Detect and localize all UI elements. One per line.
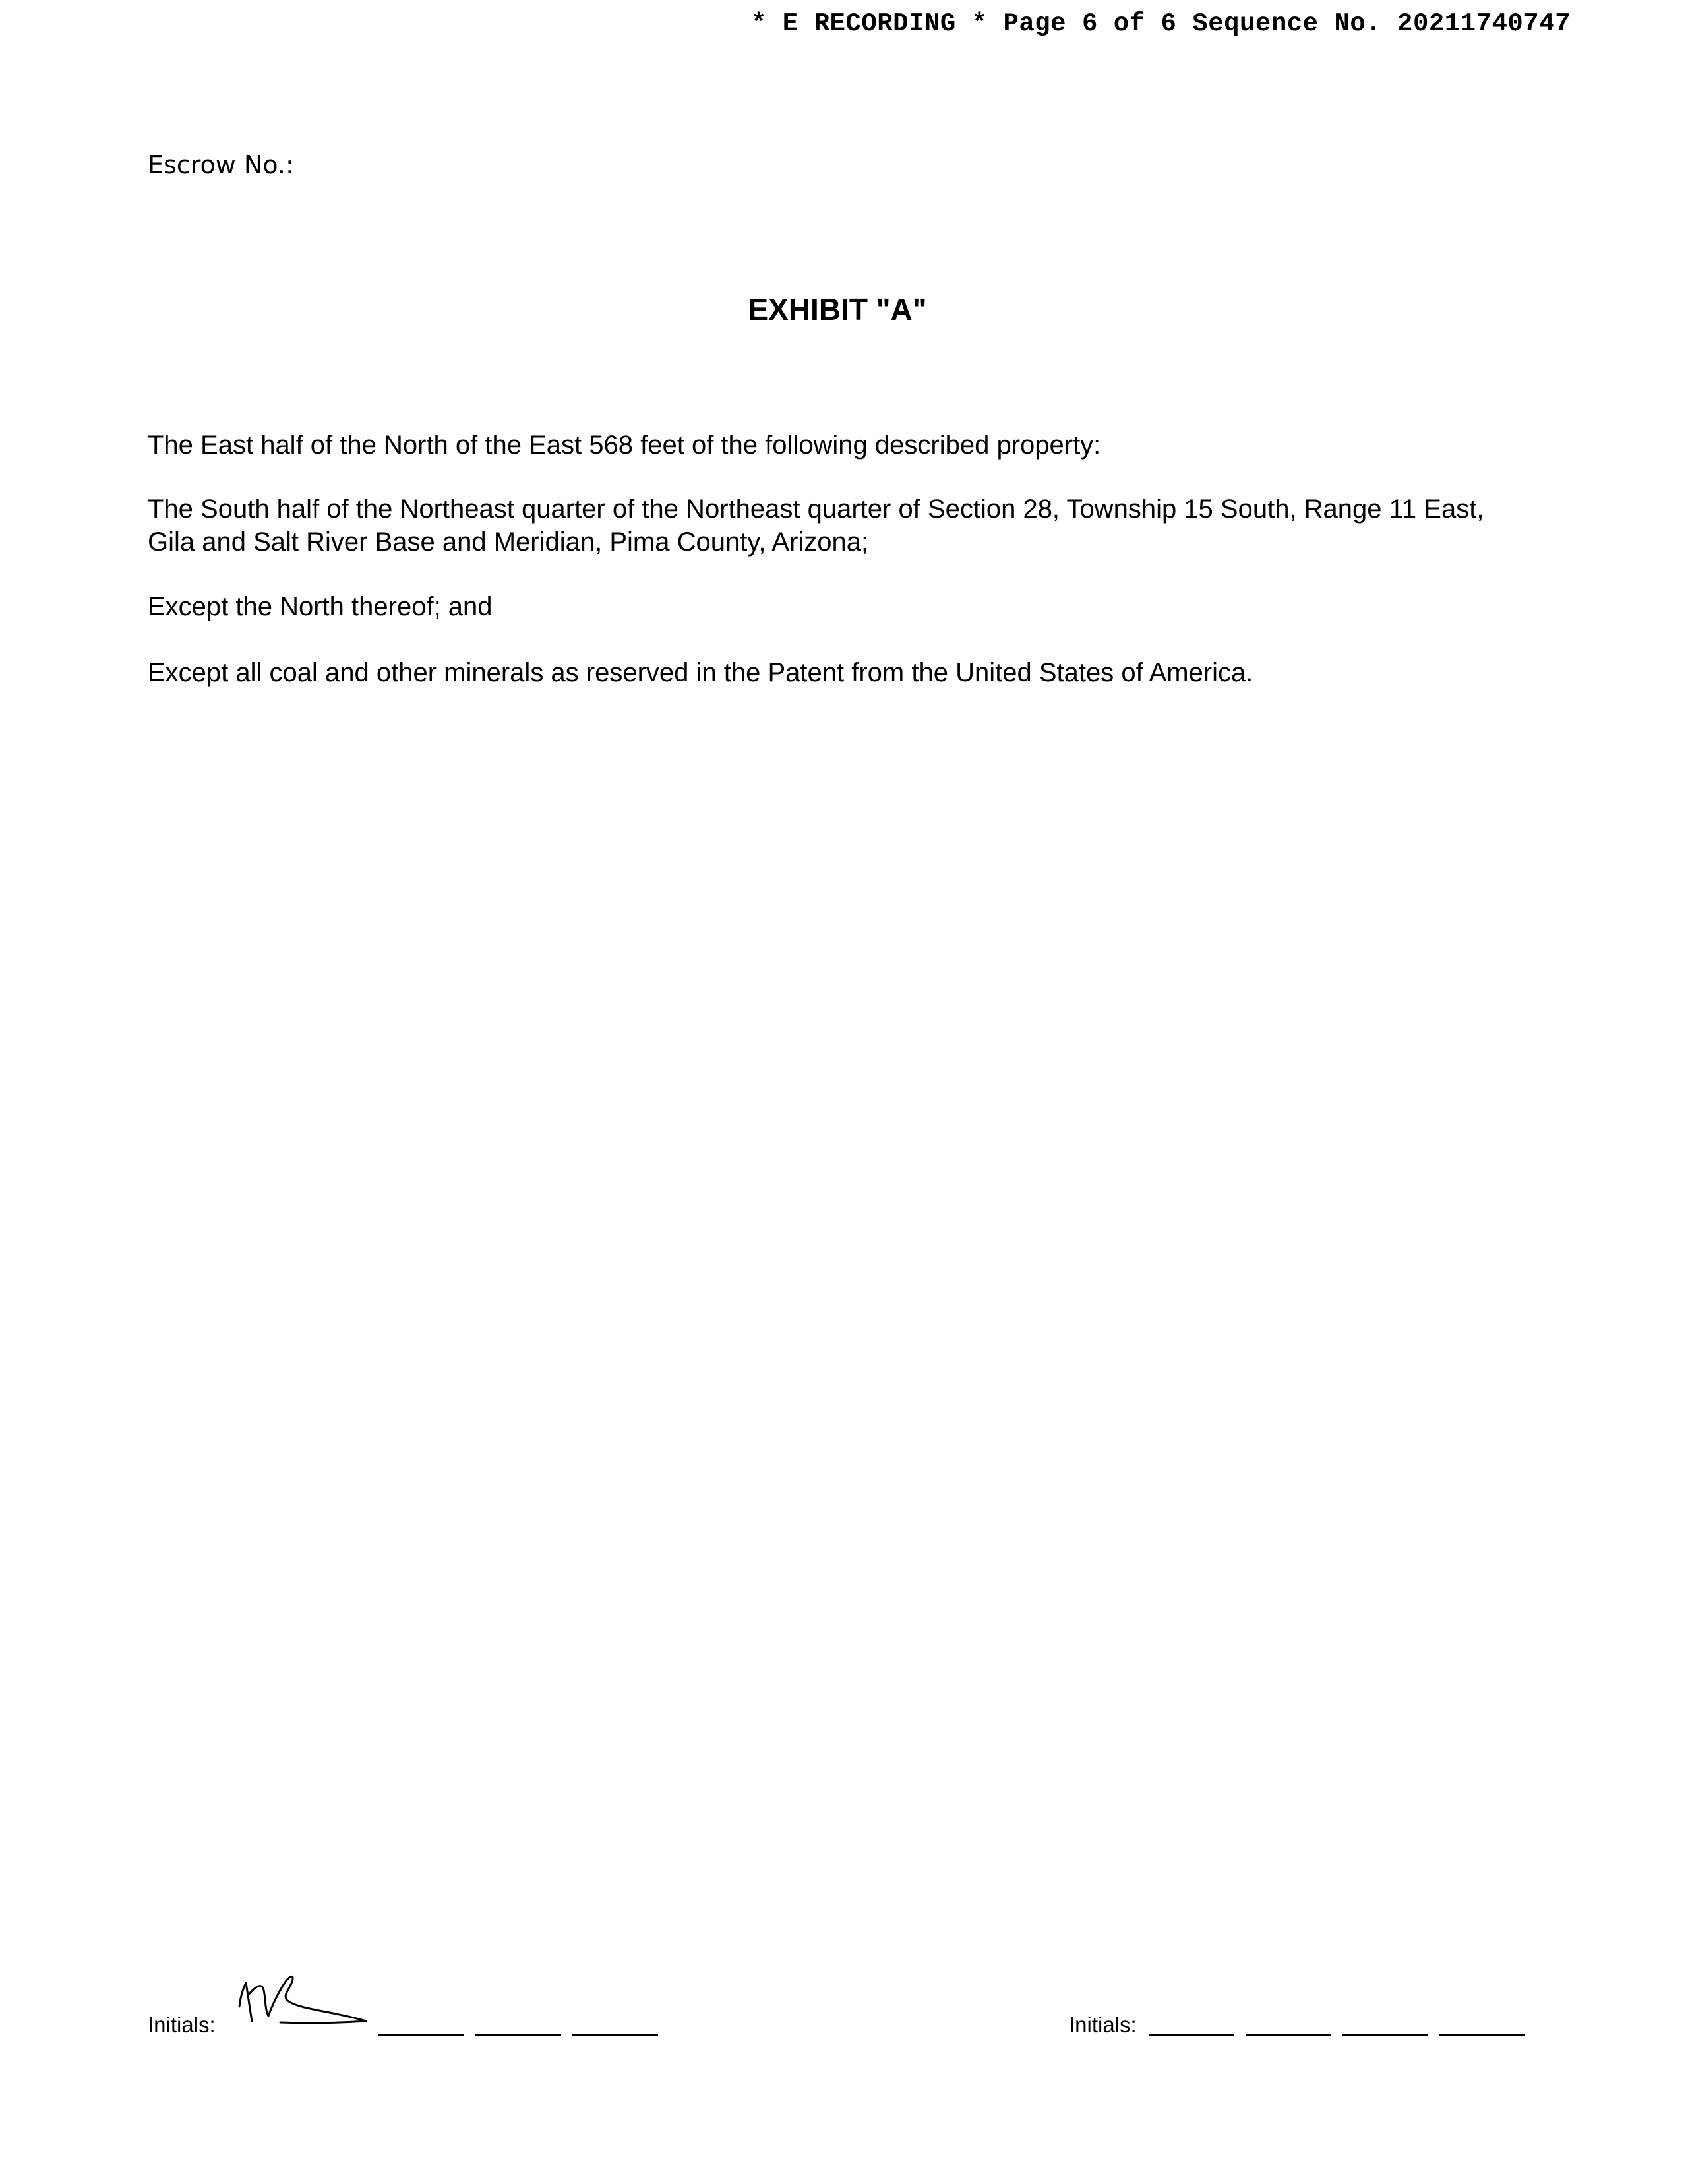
initials-blank-line[interactable]	[1342, 2034, 1428, 2036]
initials-blank-line[interactable]	[1439, 2034, 1525, 2036]
initials-blank-line[interactable]	[1246, 2034, 1331, 2036]
recording-header: * E RECORDING * Page 6 of 6 Sequence No. 20211740747	[751, 9, 1571, 38]
initials-blank-line[interactable]	[1149, 2034, 1234, 2036]
handwritten-initials-signature	[234, 1968, 373, 2041]
legal-description-paragraph: Except all coal and other minerals as reserved in the Patent from the United States of America.	[148, 658, 1253, 687]
legal-description-paragraph: The South half of the Northeast quarter of the Northeast quarter of Section 28, Township 15 South, Range 11 East, Gila and Salt River Base and Meridian, Pima County, Arizona;	[148, 495, 1484, 557]
initials-right-label: Initials:	[1069, 2013, 1137, 2037]
initials-blank-line[interactable]	[378, 2034, 464, 2036]
initials-left-label: Initials:	[148, 2013, 216, 2037]
legal-description-paragraph: Except the North thereof; and	[148, 592, 493, 621]
legal-description-paragraph: The East half of the North of the East 568 feet of the following described property:	[148, 431, 1101, 460]
initials-blank-line[interactable]	[572, 2034, 658, 2036]
escrow-number-label: Escrow No.:	[148, 150, 294, 179]
exhibit-title: EXHIBIT "A"	[748, 292, 927, 326]
initials-blank-line[interactable]	[475, 2034, 561, 2036]
